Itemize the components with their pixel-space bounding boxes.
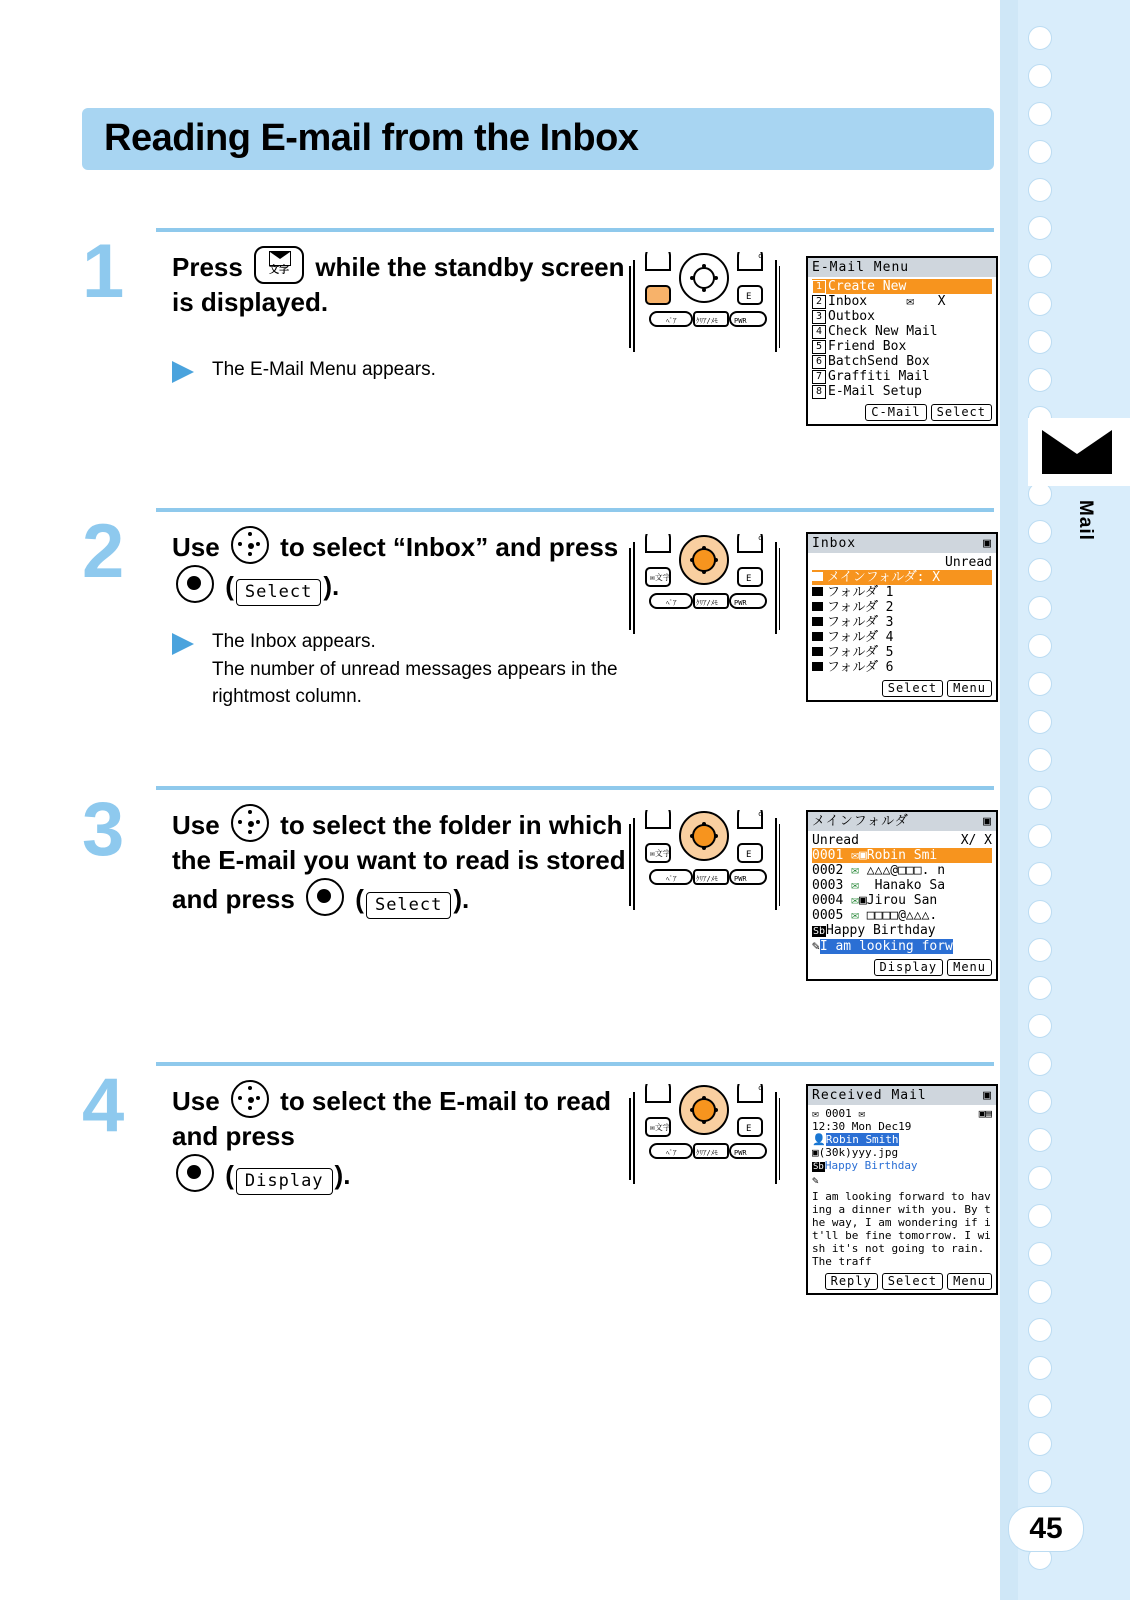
mail-preview-subject [812,923,992,939]
screen-title: Inbox [812,536,857,551]
inbox-folder-5[interactable] [812,645,992,660]
decorative-dot [1028,292,1052,316]
folder-icon [812,662,823,671]
folder-icon [812,587,823,596]
menu-item-outbox[interactable] [812,309,992,324]
svg-text:ﾍﾟｱ: ﾍﾟｱ [666,875,677,883]
folder-unread-count: : X [916,570,941,585]
side-decoration-band [1000,0,1130,1600]
step-2-text: Use to select “Inbox” and press ( Select ). [172,526,642,606]
svg-text:PWR: PWR [734,1149,747,1157]
decorative-dot [1028,1242,1052,1266]
mail-row-0002[interactable]: 0002 ✉ △△△@□□□. n [812,863,946,878]
step-1-text-before: Press [172,252,243,282]
item-number: 2 [812,295,826,309]
softkey-label-display: Display [236,1168,333,1195]
mail-preview-body: ✎I am looking forw [812,939,953,954]
screen-softkey-bar [808,678,996,700]
step-divider [156,1062,994,1066]
mail-attachment: (30k)yyy.jpg [818,1146,899,1159]
decorative-dot [1028,140,1052,164]
screen-body [808,831,996,957]
screen-softkey-bar [808,402,996,424]
screen-title-bar [808,1086,996,1105]
screen-received-mail [806,1084,998,1295]
mail-number: 0002 [812,863,844,878]
step-2-note-line3: rightmost column. [212,686,362,708]
decorative-dot [1028,634,1052,658]
svg-text:✉文字: ✉文字 [650,849,671,858]
item-count: X [937,294,946,309]
decorative-dot [1028,1470,1052,1494]
mail-row-0004[interactable]: 0004 ✉▣Jirou San [812,893,938,908]
mail-sender: Hanako Sa [874,878,946,893]
step-4-text-mid: to select the E-mail to read and press [172,1086,612,1152]
step-divider [156,508,994,512]
menu-item-friend-box[interactable] [812,339,992,354]
folder-label: フォルダ゙ 1 [827,585,894,600]
item-label: Outbox [828,309,875,324]
navigation-key-icon [231,804,269,842]
page-title: Reading E-mail from the Inbox [104,117,639,159]
page-title-bar [82,108,994,170]
softkey-select[interactable]: Select [882,1273,943,1290]
screen-title: E-Mail Menu [812,260,910,275]
svg-text:ｸﾘｱ/ﾒﾓ: ｸﾘｱ/ﾒﾓ [696,875,718,883]
svg-text:E: E [746,574,752,584]
mail-sender: □□□□@△△△. [866,908,938,923]
item-label: Create New [828,279,907,294]
menu-item-batchsend-box[interactable] [812,354,992,369]
folder-label: フォルダ゙ 4 [827,630,894,645]
folder-label: フォルダ゙ 6 [827,660,894,675]
decorative-dot [1028,64,1052,88]
softkey-reply[interactable]: Reply [825,1273,878,1290]
menu-item-check-new-mail[interactable] [812,324,992,339]
decorative-dot [1028,368,1052,392]
decorative-dot [1028,1394,1052,1418]
folder-label: メインフォルダ゙ [827,570,917,585]
decorative-dot [1028,1318,1052,1342]
svg-text:✉文字: ✉文字 [650,1123,671,1132]
svg-text:PWR: PWR [734,875,747,883]
center-key-icon [176,1154,214,1192]
screen-email-menu [806,256,998,426]
item-label: BatchSend Box [828,354,930,369]
decorative-dot [1028,1090,1052,1114]
mail-datetime: 12:30 Mon Dec19 [812,1120,912,1133]
softkey-menu[interactable]: Menu [947,1273,992,1290]
step-divider [156,228,994,232]
screen-title-bar [808,534,996,553]
screen-title: メインフォルダ゙ [812,814,909,829]
folder-icon [812,617,823,626]
mail-status-icon: ▣ [983,1088,992,1103]
mail-row-0001[interactable]: 0001 ✉▣Robin Smi [812,848,992,863]
step-2-note-line1: The Inbox appears. [212,631,376,652]
step-2-text-mid: to select “Inbox” and press [280,532,619,562]
note-arrow-icon [172,633,194,655]
svg-text:✉文字: ✉文字 [650,573,671,582]
inbox-folder-1[interactable] [812,585,992,600]
screen-folder-list [806,810,998,981]
step-3-text: Use to select the folder in which the E-mail you want to read is stored and press ( Select ). [172,804,642,919]
softkey-select[interactable]: Select [882,680,943,697]
svg-text:PWR: PWR [734,317,747,325]
mail-sender: Robin Smi [866,848,938,863]
mail-body: I am looking forward to having a dinner with you. By the way, I am wondering if it'll be fine tomorrow. I wish it's not going to rain. The traff [812,1190,991,1268]
mail-sender: Jirou San [866,893,938,908]
decorative-dot [1028,748,1052,772]
subject-badge-icon: Sb [813,1162,824,1172]
decorative-dot [1028,520,1052,544]
screen-title: Received Mail [812,1088,927,1103]
svg-text:ﾍﾟｱ: ﾍﾟｱ [666,599,677,607]
handset-svg-4 [628,1084,780,1194]
step-2-number: 2 [82,509,125,594]
decorative-dot [1028,254,1052,278]
item-label: Inbox [828,294,868,309]
screen-body [808,1105,996,1271]
screen-title-bar [808,812,996,831]
mail-key-icon: 文字 [254,246,304,284]
step-3-text-mid: to select the folder in which the E-mail you want to read is stored and press [172,810,626,915]
center-key-icon [176,565,214,603]
decorative-dot [1028,1166,1052,1190]
menu-item-graffiti-mail[interactable] [812,369,992,384]
mail-pen-icon: ✎ [812,1174,819,1187]
decorative-dot [1028,1356,1052,1380]
subtitle-count: X/ X [960,833,992,848]
note-arrow-icon [172,361,194,383]
page-number: 45 [1008,1506,1084,1552]
inbox-status-icon: ▣ [983,536,992,551]
svg-text:c: c [758,252,763,260]
item-number: 3 [812,310,826,324]
decorative-dot [1028,672,1052,696]
screen-softkey-bar [808,1271,996,1293]
mail-row-0003[interactable]: 0003 ✉ Hanako Sa [812,878,946,893]
softkey-label-select: Select [366,892,451,919]
mail-number: 0003 [812,878,844,893]
svg-text:ｸﾘｱ/ﾒﾓ: ｸﾘｱ/ﾒﾓ [696,1149,718,1157]
item-number: 7 [812,370,826,384]
step-4-text-before: Use [172,1086,220,1116]
softkey-menu[interactable]: Menu [947,959,992,976]
svg-text:PWR: PWR [734,599,747,607]
step-1-note [172,356,672,384]
svg-text:ﾍﾟｱ: ﾍﾟｱ [666,317,677,325]
folder-icon [812,602,823,611]
mail-number: 0001 [812,848,844,863]
softkey-select[interactable]: Select [931,404,992,421]
mail-attachment-row[interactable]: ▣(30k)yyy.jpg [812,1146,899,1159]
mail-icons: ▣▤ [978,1107,992,1120]
envelope-icon [1042,430,1112,474]
decorative-dot [1028,102,1052,126]
mail-from: Robin Smith [825,1133,899,1146]
svg-text:ｸﾘｱ/ﾒﾓ: ｸﾘｱ/ﾒﾓ [696,317,718,325]
softkey-menu[interactable]: Menu [947,680,992,697]
item-number: 5 [812,340,826,354]
folder-label: フォルダ゙ 3 [827,615,894,630]
folder-icon [812,647,823,656]
decorative-dot [1028,976,1052,1000]
step-4-text: Use to select the E-mail to read and press ( Display ). [172,1080,642,1195]
navigation-key-icon [231,1080,269,1118]
decorative-dot [1028,178,1052,202]
preview-subject-text: Happy Birthday [826,923,936,938]
decorative-dot [1028,1128,1052,1152]
handset-svg-3 [628,810,780,920]
screen-inbox [806,532,998,702]
inbox-folder-6[interactable] [812,660,992,675]
svg-text:c: c [758,534,763,542]
decorative-dot [1028,710,1052,734]
decorative-dot [1028,862,1052,886]
mail-number-line: ✉ 0001 ✉ [812,1107,865,1120]
mail-number: 0004 [812,893,844,908]
inbox-folder-2[interactable] [812,600,992,615]
svg-text:ﾍﾟｱ: ﾍﾟｱ [666,1149,677,1157]
softkey-label-select: Select [236,579,321,606]
mail-sender: △△△@□□□. n [866,863,946,878]
side-band-dots [1028,0,1058,1600]
folder-list-subtitle [812,833,992,848]
screen-body [808,277,996,402]
item-number: 4 [812,325,826,339]
mail-subject: Happy Birthday [824,1159,918,1172]
center-key-icon [306,878,344,916]
step-1-number: 1 [82,229,125,314]
step-3-number: 3 [82,787,125,872]
step-1-text-after: while the standby screen is displayed. [172,252,625,318]
preview-body-text: I am looking forw [819,939,953,954]
screen-softkey-bar [808,957,996,979]
decorative-dot [1028,900,1052,924]
step-4-number: 4 [82,1063,125,1148]
handset-illustration-2 [628,534,780,644]
subtitle-unread: Unread [812,833,859,848]
chapter-tab-label: Mail [1075,500,1096,541]
step-divider [156,786,994,790]
handset-illustration-1 [628,252,780,362]
softkey-c-mail[interactable]: C-Mail [865,404,926,421]
svg-text:c: c [758,810,763,818]
decorative-dot [1028,1432,1052,1456]
inbox-folder-main[interactable] [812,570,992,585]
handset-svg-2 [628,534,780,644]
handset-illustration-4 [628,1084,780,1194]
step-3-text-before: Use [172,810,220,840]
item-number: 1 [812,280,826,294]
mail-number: 0001 [825,1107,852,1120]
step-2-note [172,628,672,711]
handset-illustration-3 [628,810,780,920]
svg-text:E: E [746,1124,752,1134]
inbox-folder-3[interactable] [812,615,992,630]
item-label: Graffiti Mail [828,369,930,384]
handset-svg-1 [628,252,780,362]
chapter-tab-mail [1028,418,1130,486]
folder-label: フォルダ゙ 5 [827,645,894,660]
inbox-folder-4[interactable] [812,630,992,645]
menu-item-create-new[interactable] [812,279,992,294]
decorative-dot [1028,1014,1052,1038]
item-label: Check New Mail [828,324,938,339]
step-1-text [172,246,642,320]
folder-icon [812,632,823,641]
menu-item-inbox[interactable]: 2 Inbox ✉ X [812,294,992,309]
decorative-dot [1028,216,1052,240]
item-number: 8 [812,385,826,399]
decorative-dot [1028,1280,1052,1304]
softkey-display[interactable]: Display [874,959,944,976]
item-number: 6 [812,355,826,369]
decorative-dot [1028,824,1052,848]
item-label: E-Mail Setup [828,384,922,399]
decorative-dot [1028,1204,1052,1228]
decorative-dot [1028,596,1052,620]
folder-status-icon: ▣ [983,814,992,829]
svg-text:c: c [758,1084,763,1092]
mail-header-row [812,1107,992,1120]
decorative-dot [1028,786,1052,810]
step-2-note-line2: The number of unread messages appears in the [212,658,618,680]
step-2-text-before: Use [172,532,220,562]
navigation-key-icon [231,526,269,564]
screen-title-bar [808,258,996,277]
svg-text:ｸﾘｱ/ﾒﾓ: ｸﾘｱ/ﾒﾓ [696,599,718,607]
mail-from-row: 👤Robin Smith [812,1133,899,1146]
step-1-note-text: The E-Mail Menu appears. [212,359,436,380]
folder-label: フォルダ゙ 2 [827,600,894,615]
decorative-dot [1028,558,1052,582]
svg-text:E: E [746,850,752,860]
mail-subject-row [812,1159,992,1174]
mail-number: 0005 [812,908,844,923]
decorative-dot [1028,1052,1052,1076]
decorative-dot [1028,938,1052,962]
subject-badge-icon: Sb [813,926,826,937]
folder-icon [812,572,823,581]
decorative-dot [1028,26,1052,50]
item-label: Friend Box [828,339,907,354]
inbox-subtitle: Unread [945,555,992,570]
svg-text:E: E [746,292,752,302]
decorative-dot [1028,330,1052,354]
mail-row-0005[interactable]: 0005 ✉ □□□□@△△△. [812,908,938,923]
menu-item-email-setup[interactable] [812,384,992,399]
screen-body [808,553,996,678]
